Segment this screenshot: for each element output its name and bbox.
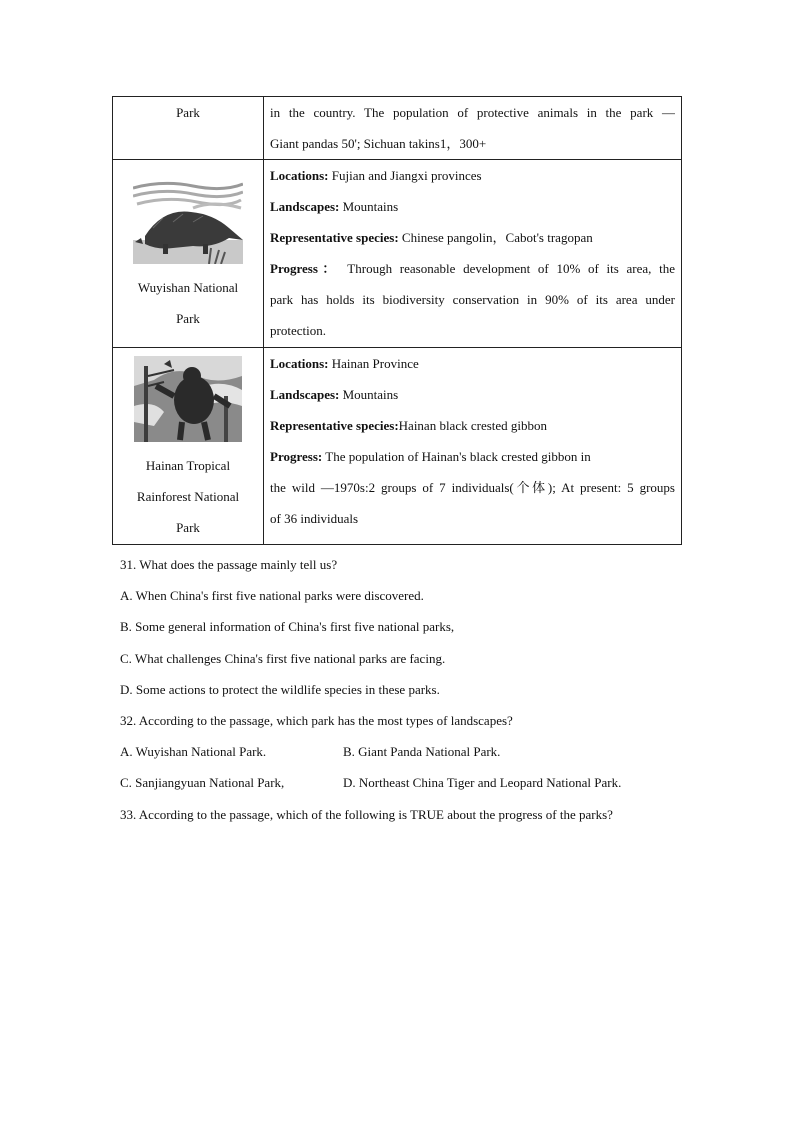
park-name-cell [113, 97, 264, 160]
park-info-cell [264, 97, 682, 160]
question-31: 31. What does the passage mainly tell us? [120, 557, 338, 572]
park-name-cell [113, 348, 264, 545]
table-row [113, 97, 682, 160]
info-line: Giant pandas 50'; Sichuan takins1，300+ [270, 136, 487, 151]
park-name-cell [113, 160, 264, 348]
options-row [120, 767, 680, 798]
option-31-c: C. What challenges China's first five national parks are facing. [120, 650, 446, 666]
national-parks-table [112, 96, 682, 545]
park-info-cell [264, 348, 682, 545]
option-32-b: B. Giant Panda National Park. [343, 744, 501, 760]
progress-line: Progress： Through reasonable development of 10% of its area, the [270, 261, 675, 276]
option-31-d: D. Some actions to protect the wildlife species in these parks. [120, 681, 440, 697]
landscapes-line: Landscapes: Mountains [270, 387, 399, 402]
table-row [113, 348, 682, 545]
questions-section [120, 549, 680, 830]
species-line: Representative species:Hainan black crested gibbon [270, 418, 548, 433]
species-line: Representative species: Chinese pangolin，Cabot's tragopan [270, 230, 593, 245]
option-31-a: A. When China's first five national parks were discovered. [120, 588, 424, 604]
park-name: Hainan Tropical [145, 458, 231, 473]
info-line: in the country. The population of protective animals in the park — [270, 105, 675, 120]
park-name: Rainforest National [136, 489, 240, 504]
park-name: Park [176, 105, 200, 120]
progress-line: park has holds its biodiversity conservation in 90% of its area under [270, 292, 675, 307]
progress-line: Progress: The population of Hainan's black crested gibbon in [270, 449, 591, 464]
park-name: Park [176, 520, 200, 535]
option-32-d: D. Northeast China Tiger and Leopard National Park. [343, 775, 622, 791]
option-32-a: A. Wuyishan National Park. [120, 744, 267, 760]
progress-line: of 36 individuals [270, 511, 359, 526]
question-32: 32. According to the passage, which park has the most types of landscapes? [120, 712, 513, 728]
gibbon-illustration [134, 356, 242, 442]
landscapes-line: Landscapes: Mountains [270, 199, 399, 214]
option-32-c: C. Sanjiangyuan National Park, [120, 775, 285, 791]
progress-line: protection. [270, 323, 326, 338]
park-name: Wuyishan National [137, 280, 239, 295]
park-name: Park [176, 311, 200, 326]
option-31-b: B. Some general information of China's first five national parks, [120, 619, 455, 635]
park-info-cell [264, 160, 682, 348]
progress-line: the wild —1970s:2 groups of 7 individuals(个体); At present: 5 groups [270, 480, 675, 495]
pangolin-illustration [133, 178, 243, 264]
locations-line: Locations: Fujian and Jiangxi provinces [270, 168, 482, 183]
options-row [120, 736, 680, 767]
question-33: 33. According to the passage, which of the following is TRUE about the progress of the parks? [120, 806, 613, 822]
locations-line: Locations: Hainan Province [270, 356, 419, 371]
table-row [113, 160, 682, 348]
